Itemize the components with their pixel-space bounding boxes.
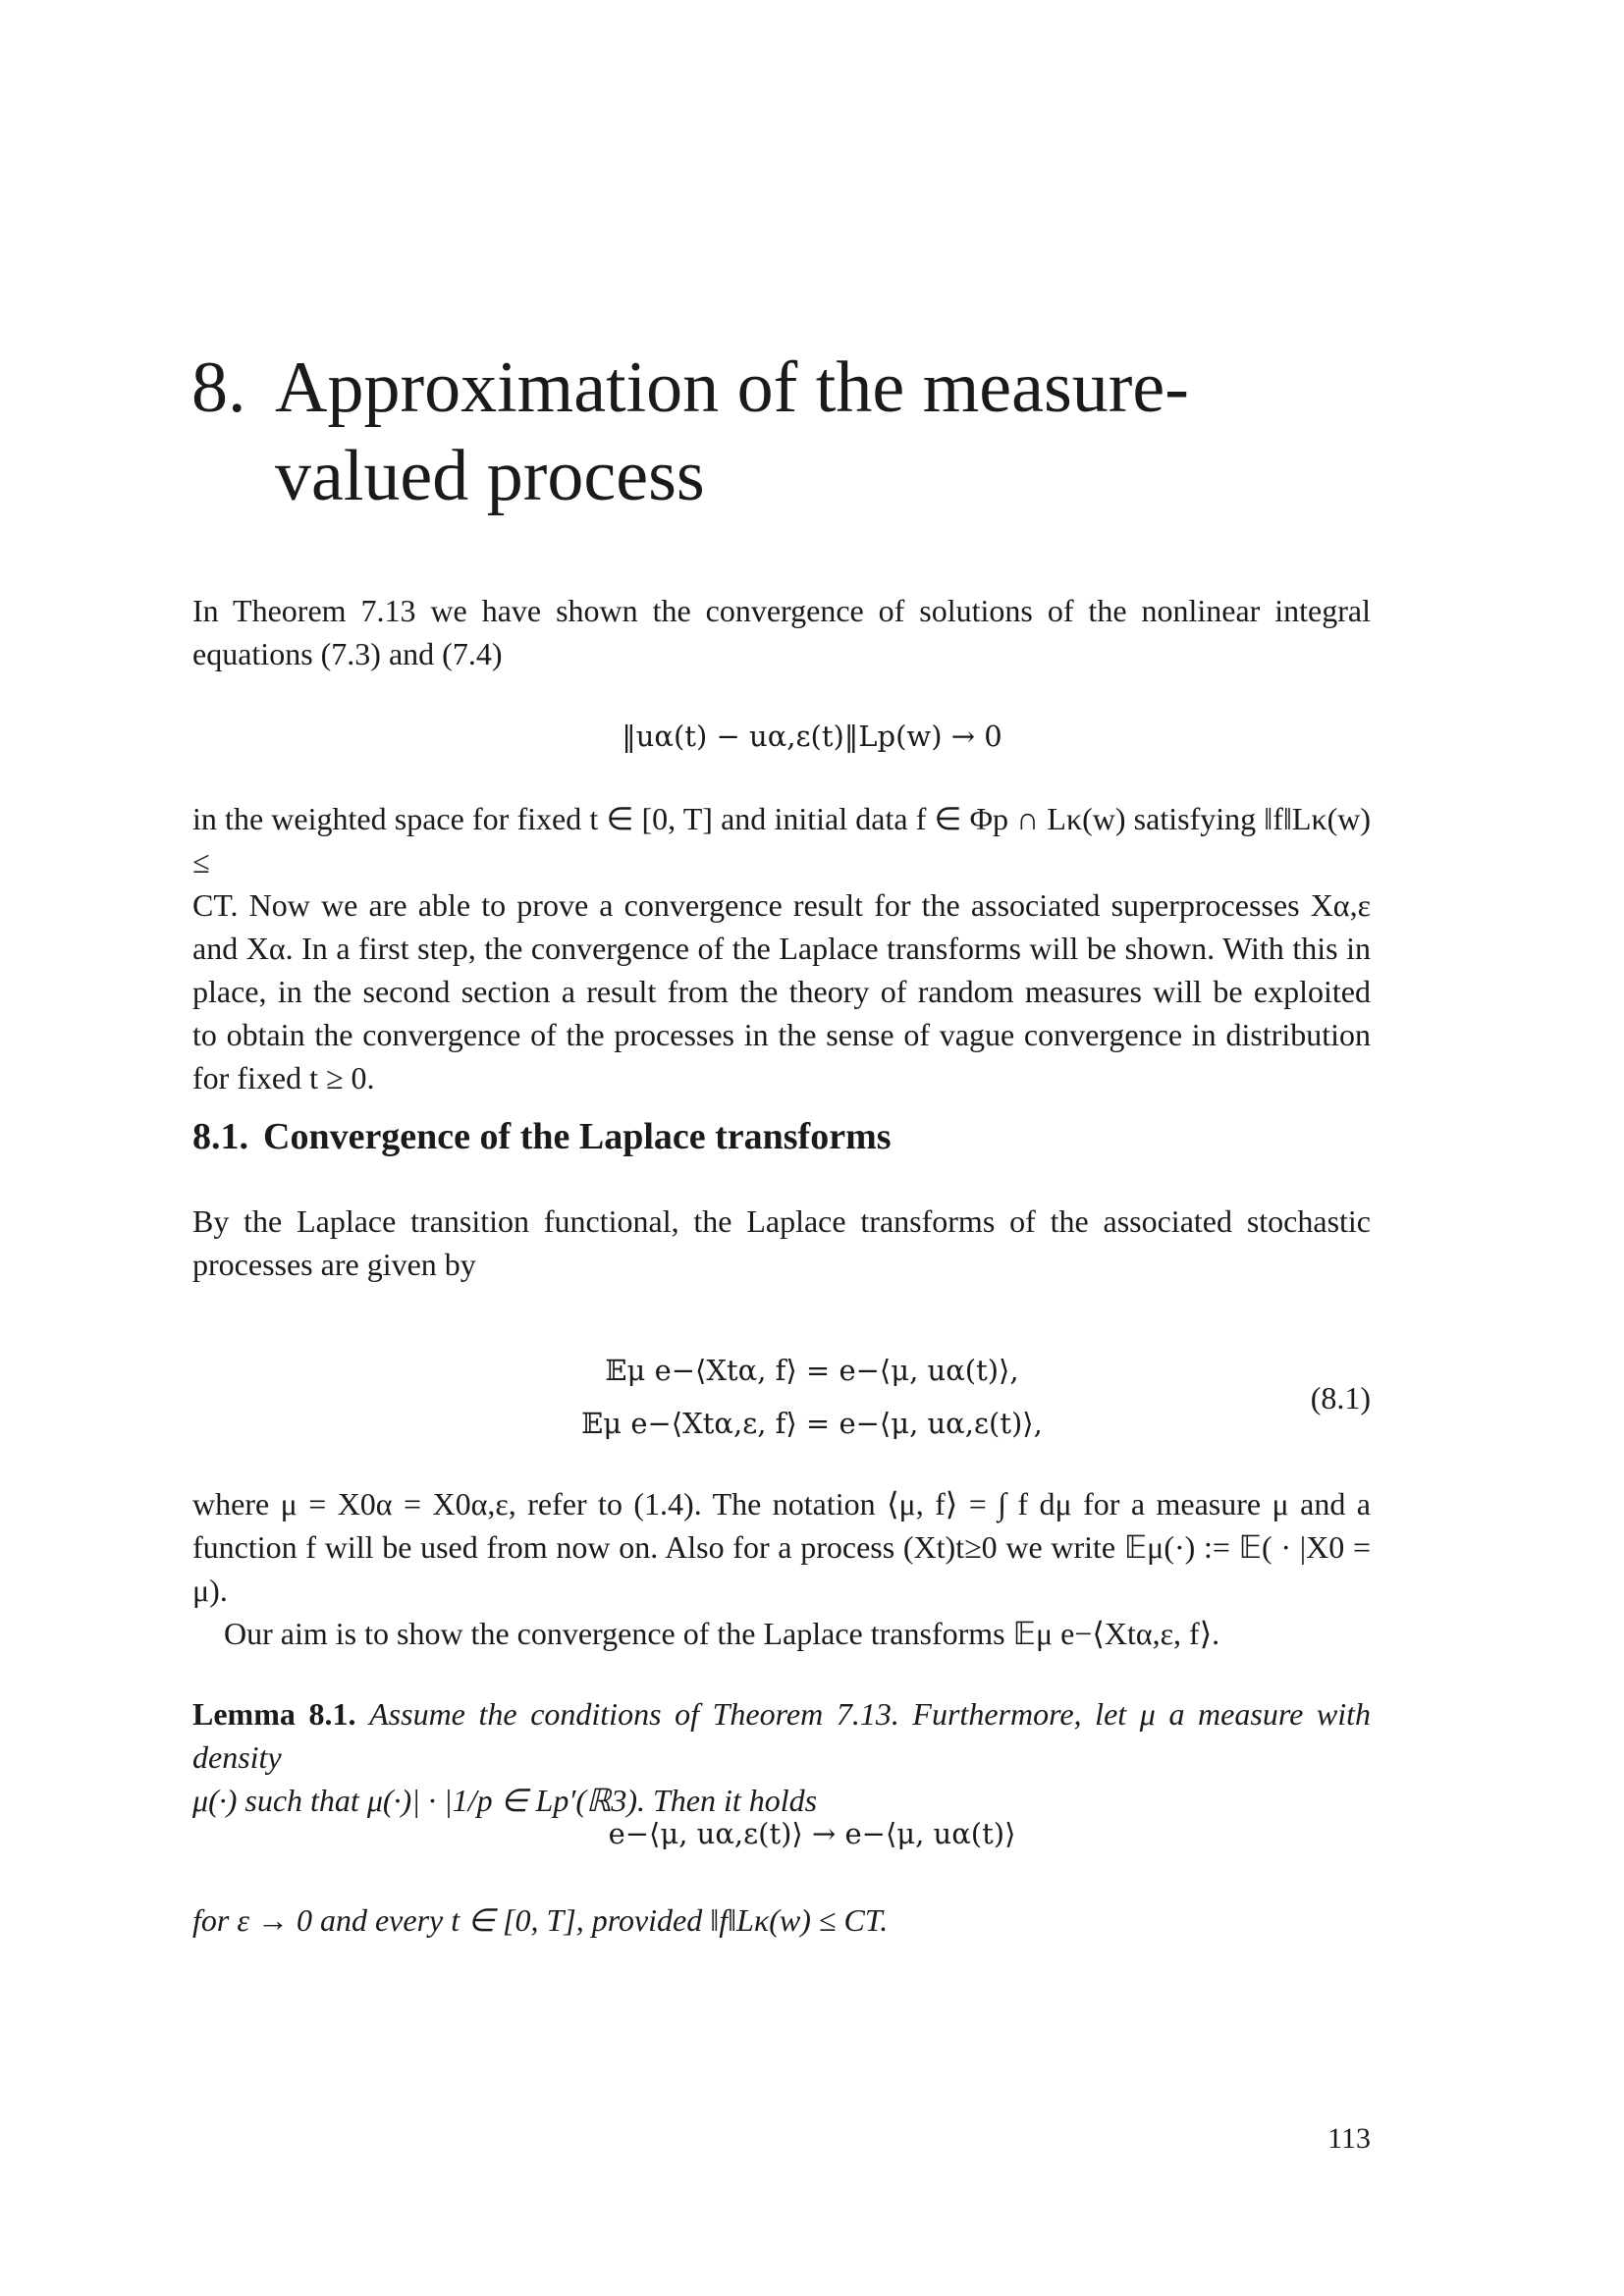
after-line-4: place, in the second section a result from the theory of random measures will be exploited [192, 974, 1371, 1009]
intro-line-2: equations (7.3) and (7.4) [192, 636, 503, 671]
where-paragraph [192, 1482, 1371, 1655]
after-line-1: in the weighted space for fixed t ∈ [0, T] and initial data f ∈ Φp ∩ Lκ(w) satisfying ‖f‖Lκ(w) ≤ [192, 801, 1371, 880]
laplace-equation-1: 𝔼μ e−⟨Xtα, f⟩ = e−⟨μ, uα(t)⟩, [605, 1354, 1019, 1387]
lemma-label: Lemma 8.1. [192, 1696, 356, 1732]
lemma-text-1: Assume the conditions of Theorem 7.13. Furthermore, let μ a measure with density [192, 1696, 1372, 1775]
lemma-text-3: for ε → 0 and every t ∈ [0, T], provided ‖f‖Lκ(w) ≤ CT. [192, 1902, 889, 1938]
after-line-3: and Xα. In a first step, the convergence of the Laplace transforms will be shown. With this in [192, 931, 1371, 966]
chapter-title-text: Approximation of the measure-valued process [275, 347, 1189, 516]
section-line-1: By the Laplace transition functional, the Laplace transforms of the associated stochastic [192, 1203, 1371, 1239]
where-line-3: μ). [192, 1573, 228, 1608]
lemma-equation: e−⟨μ, uα,ε(t)⟩ → e−⟨μ, uα(t)⟩ [608, 1817, 1016, 1850]
convergence-equation: ‖uα(t) − uα,ε(t)‖Lp(w) → 0 [622, 720, 1002, 753]
after-line-2: CT. Now we are able to prove a convergence result for the associated superprocesses Xα,ε [192, 887, 1371, 923]
intro-continuation-paragraph [192, 797, 1371, 1099]
where-line-1: where μ = X0α = X0α,ε, refer to (1.4). The notation ⟨μ, f⟩ = ∫ f dμ for a measure μ and a [192, 1486, 1371, 1522]
chapter-title [191, 344, 1389, 520]
intro-line-1: In Theorem 7.13 we have shown the convergence of solutions of the nonlinear integral [192, 593, 1371, 628]
intro-paragraph [192, 589, 1371, 675]
chapter-number: 8. [191, 347, 246, 428]
section-title-text: Convergence of the Laplace transforms [263, 1116, 892, 1157]
section-intro-paragraph [192, 1200, 1371, 1286]
section-title [192, 1112, 892, 1161]
equation-number: (8.1) [1310, 1380, 1371, 1415]
section-number: 8.1. [192, 1116, 248, 1157]
section-line-2: processes are given by [192, 1247, 476, 1282]
after-line-5: to obtain the convergence of the processes in the sense of vague convergence in distribution [192, 1017, 1371, 1052]
where-line-2: function f will be used from now on. Also for a process (Xt)t≥0 we write 𝔼μ(·) := 𝔼( · |X0 = [192, 1529, 1371, 1565]
aim-line: Our aim is to show the convergence of the Laplace transforms 𝔼μ e−⟨Xtα,ε, f⟩. [224, 1616, 1220, 1651]
laplace-equation-2: 𝔼μ e−⟨Xtα,ε, f⟩ = e−⟨μ, uα,ε(t)⟩, [581, 1407, 1043, 1440]
lemma-paragraph [192, 1692, 1371, 1822]
lemma-text-2: μ(·) such that μ(·)| · |1/p ∈ Lp′(ℝ3). Then it holds [192, 1783, 818, 1818]
lemma-conclusion [192, 1898, 1371, 1942]
page-number: 113 [1327, 2122, 1371, 2155]
after-line-6: for fixed t ≥ 0. [192, 1060, 375, 1095]
